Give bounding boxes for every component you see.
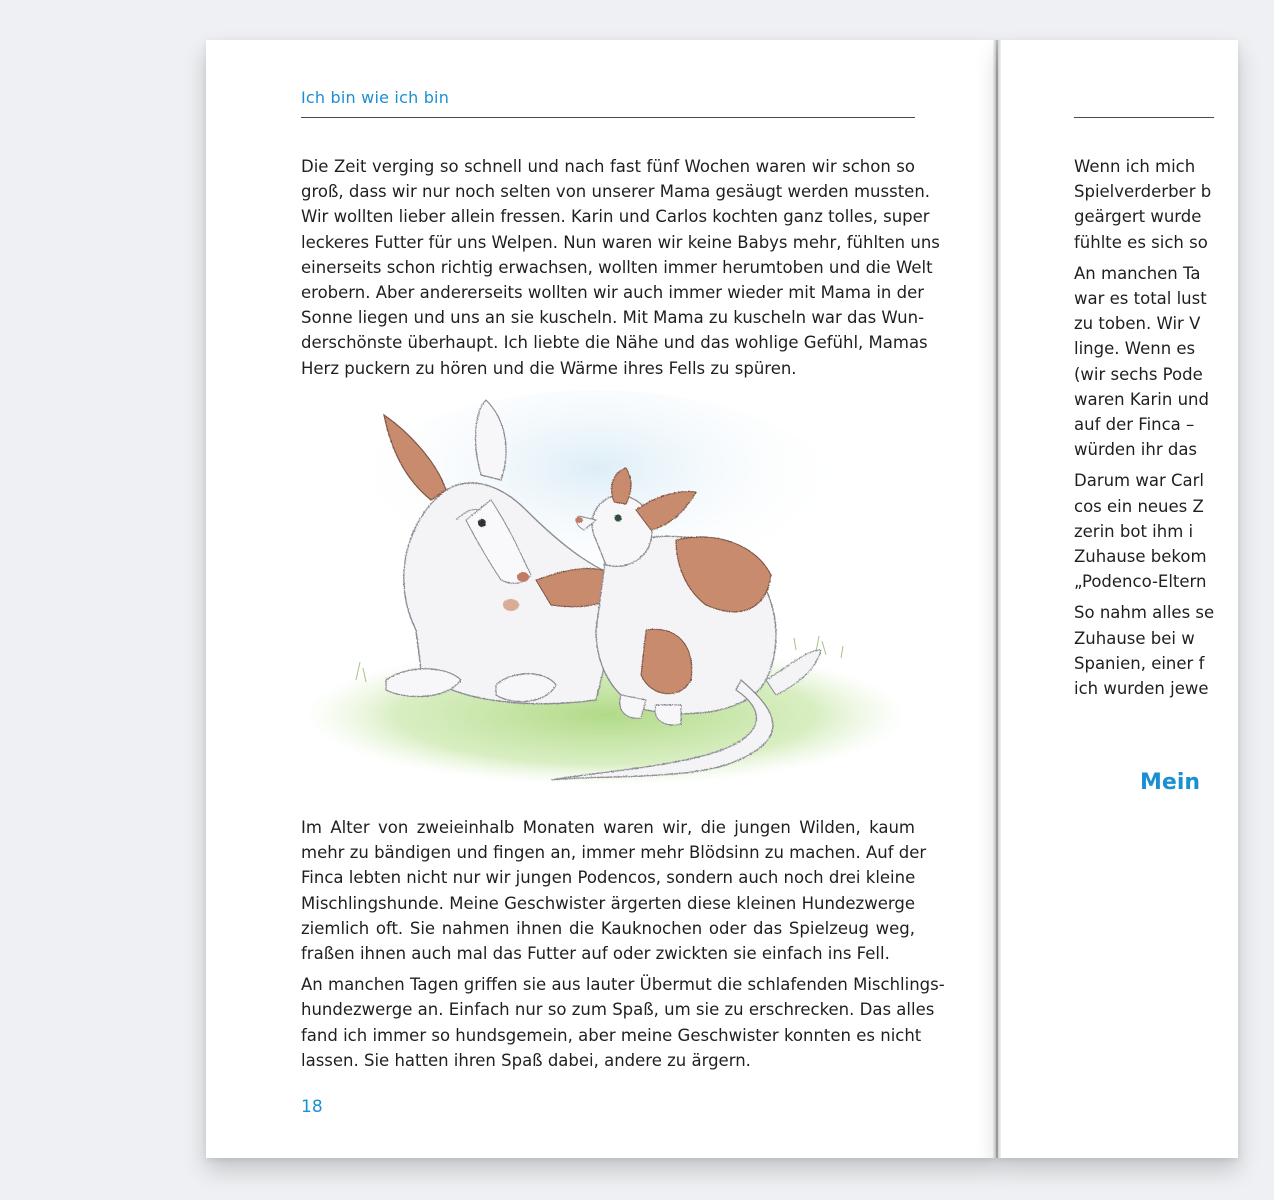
text-line: An manchen Tagen griffen sie aus lauter Übermut die schlafenden Mischlings- xyxy=(301,975,945,995)
text-line: geärgert wurde xyxy=(1074,207,1202,227)
text-line: An manchen Ta xyxy=(1074,263,1201,283)
text-line: hundezwerge an. Einfach nur so zum Spaß, um sie zu erschrecken. Das alles xyxy=(301,1000,935,1020)
text-line: Wenn ich mich xyxy=(1074,157,1196,176)
text-line: fand ich immer so hundsgemein, aber meine Geschwister konnten es nicht xyxy=(301,1025,922,1045)
text-line: (wir sechs Pode xyxy=(1074,364,1203,384)
right-page-text xyxy=(1074,154,1274,707)
text-line: Spielverderber b xyxy=(1074,182,1212,202)
text-line: Finca lebten nicht nur wir jungen Podencos, sondern auch noch drei kleine xyxy=(301,868,916,888)
text-line: Darum war Carl xyxy=(1074,471,1205,491)
text-line: Spanien, einer f xyxy=(1074,653,1205,673)
paragraph xyxy=(301,154,940,381)
text-line: zerin bot ihm i xyxy=(1074,521,1194,541)
paragraph xyxy=(1074,468,1274,594)
paragraph xyxy=(1074,600,1274,701)
paragraph xyxy=(1074,154,1274,255)
paragraph xyxy=(301,815,927,966)
text-line: Zuhause bei w xyxy=(1074,628,1195,648)
header-rule-left xyxy=(301,117,915,118)
text-line: cos ein neues Z xyxy=(1074,496,1204,516)
text-line: fühlte es sich so xyxy=(1074,232,1208,252)
text-line: war es total lust xyxy=(1074,289,1207,309)
text-line: „Podenco-Eltern xyxy=(1074,572,1207,592)
text-line: ziemlich oft. Sie nahmen ihnen die Kauknochen oder das Spielzeug weg, xyxy=(301,918,915,938)
book-gutter xyxy=(993,40,1001,1158)
text-line: mehr zu bändigen und fingen an, immer mehr Blödsinn zu machen. Auf der xyxy=(301,843,927,863)
text-line: einerseits schon richtig erwachsen, wollten immer herumtoben und die Welt xyxy=(301,257,933,277)
paragraph xyxy=(301,972,945,1073)
text-line: So nahm alles se xyxy=(1074,603,1215,623)
text-line: Die Zeit verging so schnell und nach fast fünf Wochen waren wir schon so xyxy=(301,157,915,176)
dog-illustration xyxy=(296,380,916,800)
text-line: Sonne liegen und uns an sie kuscheln. Mit Mama zu kuscheln war das Wun- xyxy=(301,308,925,328)
text-line: zu toben. Wir V xyxy=(1074,314,1201,334)
text-line: Mischlingshunde. Meine Geschwister ärgerten diese kleinen Hundezwerge xyxy=(301,893,915,913)
text-line: Im Alter von zweieinhalb Monaten waren wir, die jungen Wilden, kaum xyxy=(301,818,915,837)
text-line: waren Karin und xyxy=(1074,389,1209,409)
text-line: groß, dass wir nur noch selten von unserer Mama gesäugt werden mussten. xyxy=(301,182,931,202)
text-line: auf der Finca – xyxy=(1074,415,1195,435)
text-line: ich wurden jewe xyxy=(1074,679,1209,699)
text-line: erobern. Aber andererseits wollten wir auch immer wieder mit Mama in der xyxy=(301,283,925,303)
header-rule-right xyxy=(1074,117,1214,118)
body-paragraph-1 xyxy=(301,154,940,387)
chapter-heading: Mein xyxy=(1140,770,1201,795)
text-line: Herz puckern zu hören und die Wärme ihres Fells zu spüren. xyxy=(301,358,797,378)
text-line: Wir wollten lieber allein fressen. Karin und Carlos kochten ganz tolles, super xyxy=(301,207,930,227)
text-line: würden ihr das xyxy=(1074,440,1198,460)
text-line: lassen. Sie hatten ihren Spaß dabei, andere zu ärgern. xyxy=(301,1050,751,1070)
text-line: fraßen ihnen auch mal das Futter auf oder zwickten sie einfach ins Fell. xyxy=(301,944,890,964)
running-head: Ich bin wie ich bin xyxy=(301,88,450,107)
text-line: linge. Wenn es xyxy=(1074,339,1196,359)
body-paragraph-2 xyxy=(301,815,945,1079)
text-line: derschönste überhaupt. Ich liebte die Nähe und das wohlige Gefühl, Mamas xyxy=(301,333,928,353)
page-number: 18 xyxy=(301,1097,323,1117)
paragraph xyxy=(1074,261,1274,463)
text-line: Zuhause bekom xyxy=(1074,547,1207,567)
text-line: leckeres Futter für uns Welpen. Nun waren wir keine Babys mehr, fühlten uns xyxy=(301,232,940,252)
